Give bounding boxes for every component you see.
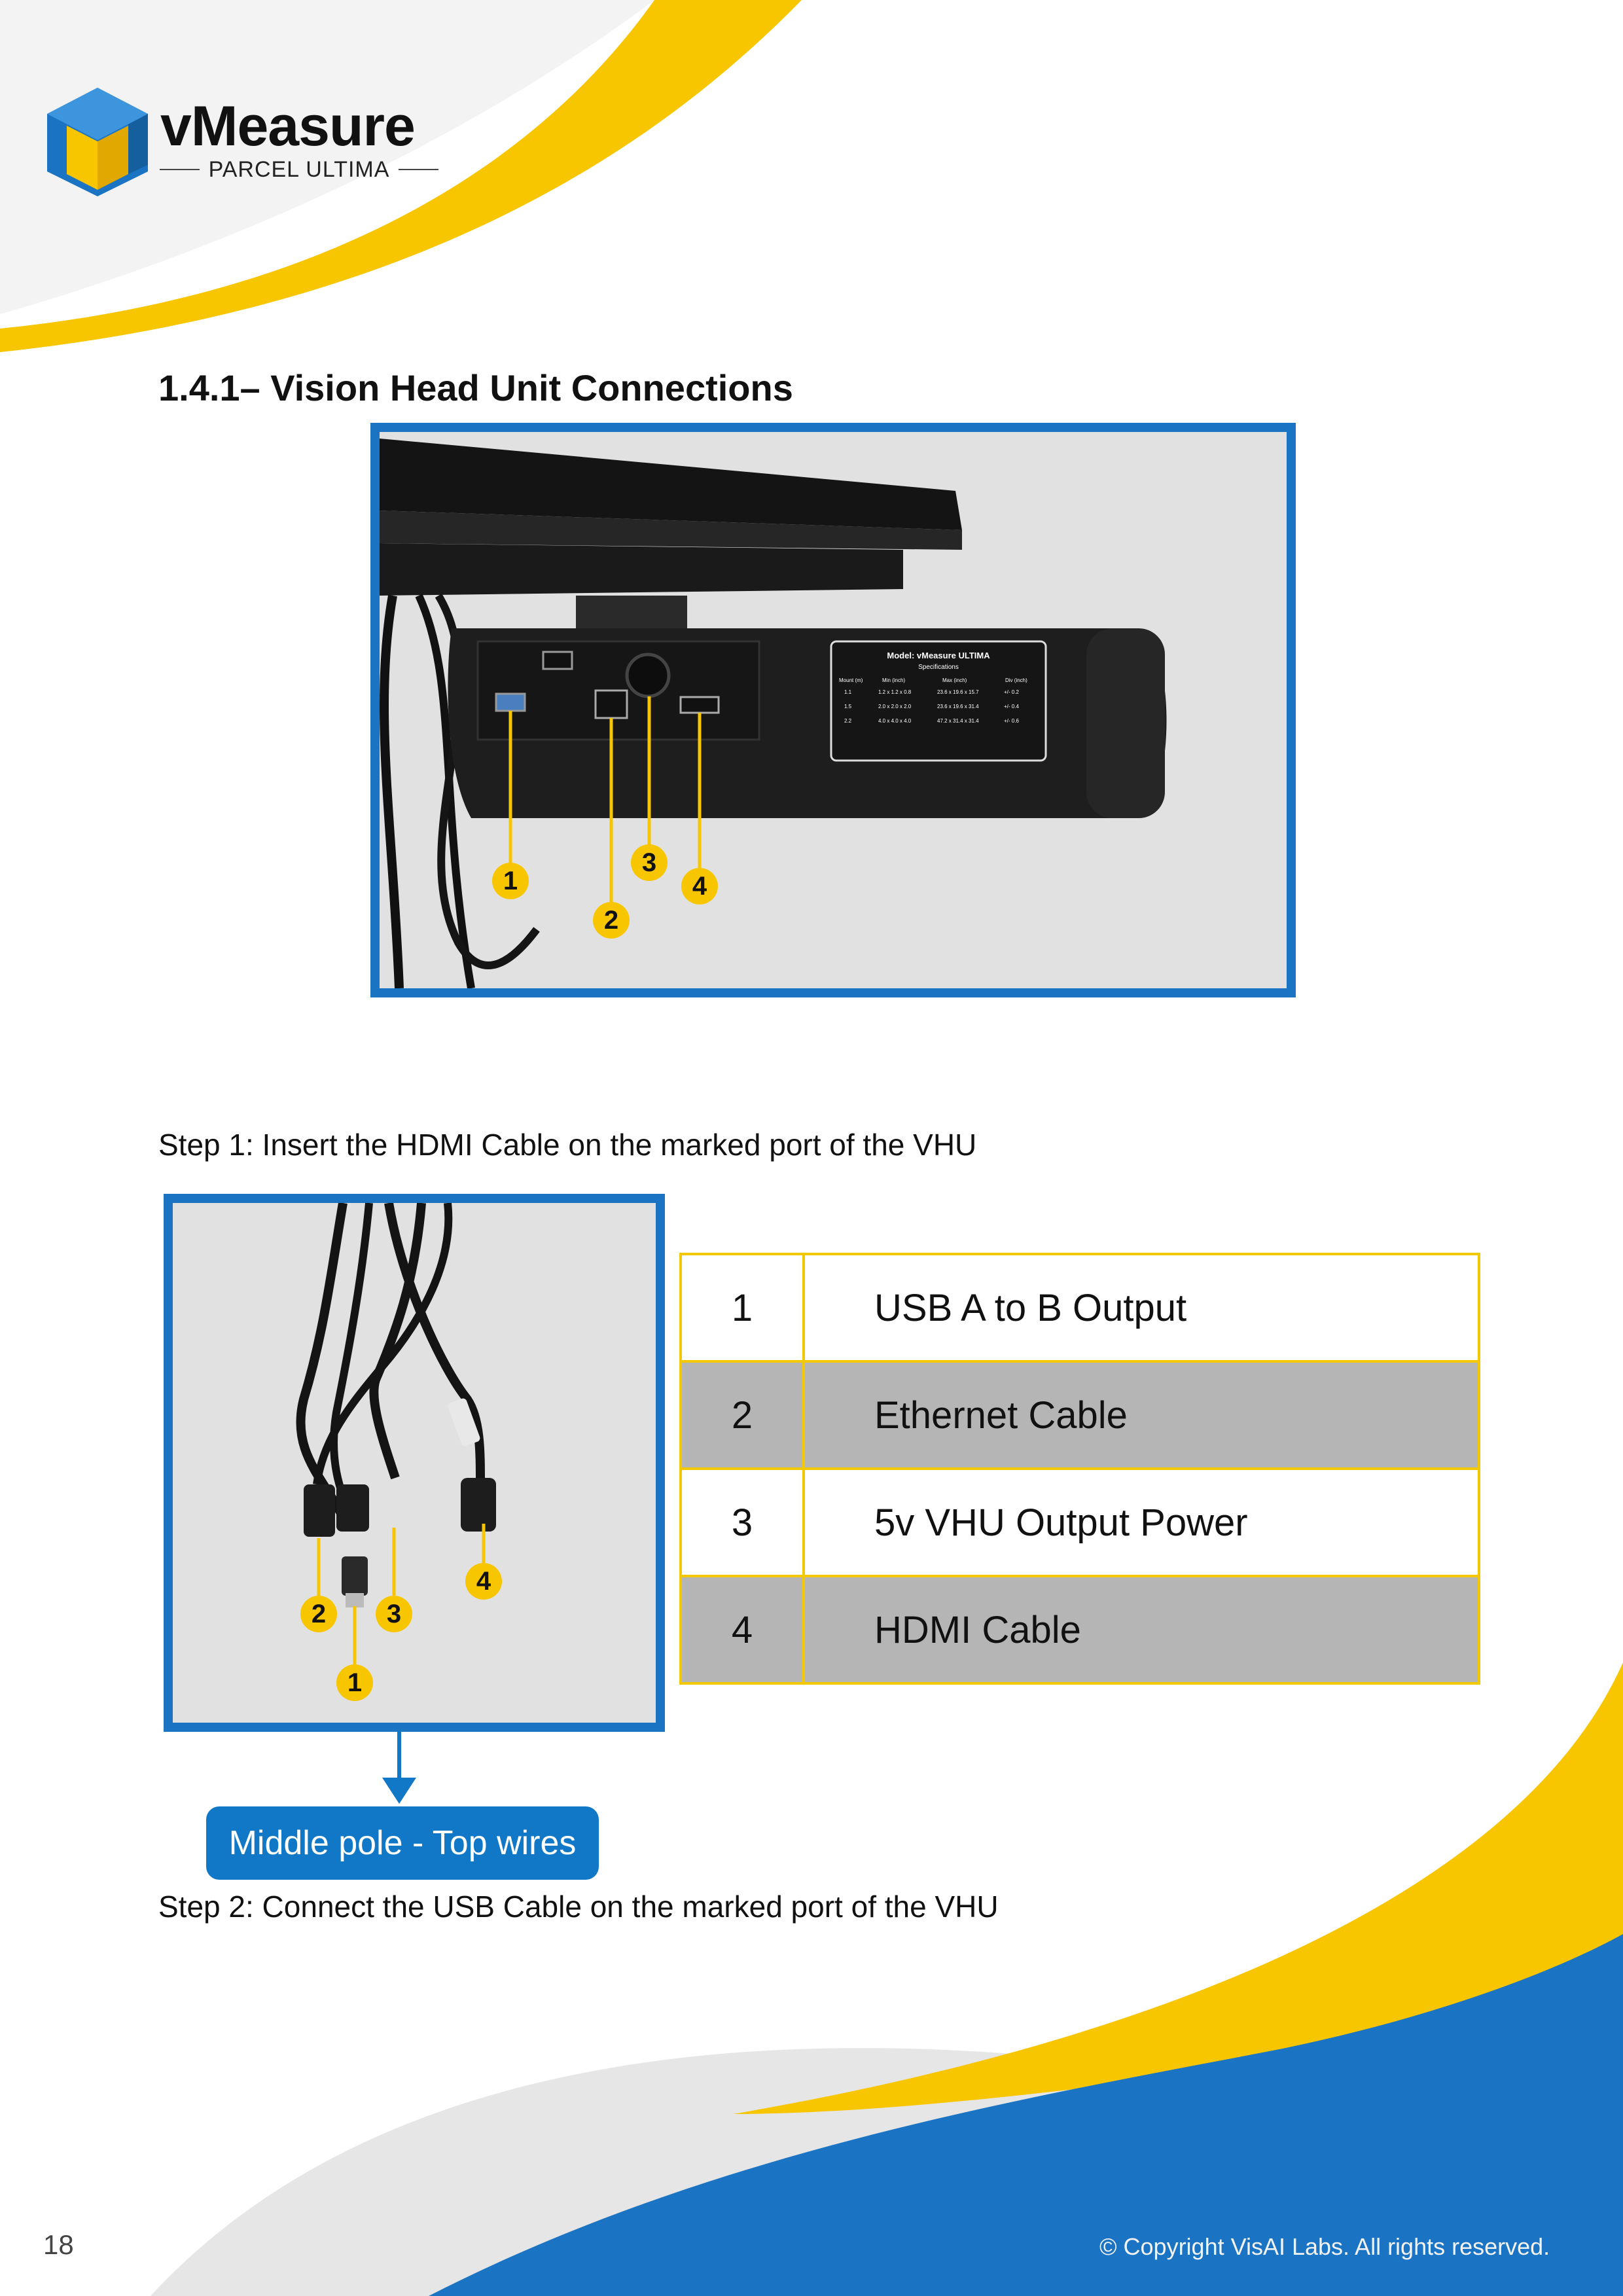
section-heading: 1.4.1– Vision Head Unit Connections [158,367,793,408]
spec-plate-cell: 2.0 x 2.0 x 2.0 [878,704,912,709]
vhu-connections-photo-frame [370,423,1296,997]
marker-badge-2: 2 [300,1596,337,1632]
step-1-instruction: Step 1: Insert the HDMI Cable on the marked port of the VHU [158,1128,977,1162]
spec-plate-header: Div (inch) [1005,677,1027,683]
marker-badge-4: 4 [681,868,718,905]
spec-plate-cell: +/- 0.2 [1004,689,1019,695]
spec-plate-header: Mount (m) [839,677,863,683]
cables-photo-frame [164,1194,665,1732]
brand-product-label: PARCEL ULTIMA [208,157,390,182]
vhu-photo-illustration [380,432,1287,988]
spec-plate-cell: 23.6 x 19.6 x 15.7 [937,689,979,695]
page-number: 18 [43,2229,74,2260]
marker-badge-3: 3 [631,844,668,881]
marker-badge-2: 2 [593,902,630,939]
table-row [681,1361,1479,1469]
cable-bundle [300,1203,480,1517]
table-row [681,1576,1479,1683]
spec-plate-cell: 1.2 x 1.2 x 0.8 [878,689,912,695]
usb-connector-icon [342,1556,368,1596]
spec-plate-cell: 2.2 [844,718,852,724]
speaker-grille [1086,628,1165,818]
power-port-icon [627,655,669,696]
row-number: 1 [681,1254,804,1361]
spec-plate-title: Model: vMeasure ULTIMA [887,651,990,660]
power-connector-icon [336,1484,369,1532]
row-number: 3 [681,1469,804,1576]
spec-plate-cell: +/- 0.6 [1004,718,1019,724]
table-row [681,1469,1479,1576]
spec-plate-header: Max (inch) [942,677,967,683]
spec-plate-subtitle: Specifications [918,664,959,671]
hdmi-connector-icon [461,1478,496,1532]
callout-arrow [380,1731,419,1805]
ethernet-port-icon [596,691,627,718]
marker-badge-4: 4 [465,1563,502,1600]
usb-port-icon [496,694,525,711]
row-label: 5v VHU Output Power [804,1469,1479,1576]
row-label: HDMI Cable [804,1576,1479,1683]
spec-plate-cell: +/- 0.4 [1004,704,1019,709]
row-number: 4 [681,1576,804,1683]
marker-badge-3: 3 [376,1596,412,1632]
cables-photo-illustration [173,1203,656,1723]
mount-bracket [576,596,687,628]
marker-badge-1: 1 [492,863,529,899]
copyright-notice: © Copyright VisAI Labs. All rights reserved. [1099,2233,1550,2260]
spec-plate-header: Min (inch) [882,677,906,683]
table-row [681,1254,1479,1361]
row-label: Ethernet Cable [804,1361,1479,1469]
brand-product [160,158,438,181]
spec-plate-cell: 23.6 x 19.6 x 31.4 [937,704,979,709]
usb-plug-tip [346,1593,364,1607]
ethernet-connector-icon [304,1484,335,1537]
vmeasure-logo-cube [45,85,151,198]
middle-pole-callout: Middle pole - Top wires [206,1806,599,1880]
spec-plate-cell: 1.5 [844,704,852,709]
spec-plate-cell: 1.1 [844,689,852,695]
hdmi-port-icon [681,697,719,713]
brand-name: vMeasure [160,95,415,158]
spec-plate-cell: 4.0 x 4.0 x 4.0 [878,718,912,724]
spec-plate-cell: 47.2 x 31.4 x 31.4 [937,718,979,724]
row-label: USB A to B Output [804,1254,1479,1361]
marker-badge-1: 1 [336,1664,373,1701]
connection-legend-table [679,1253,1480,1685]
step-2-instruction: Step 2: Connect the USB Cable on the marked port of the VHU [158,1890,999,1924]
usb-port-top-icon [543,652,572,669]
row-number: 2 [681,1361,804,1469]
